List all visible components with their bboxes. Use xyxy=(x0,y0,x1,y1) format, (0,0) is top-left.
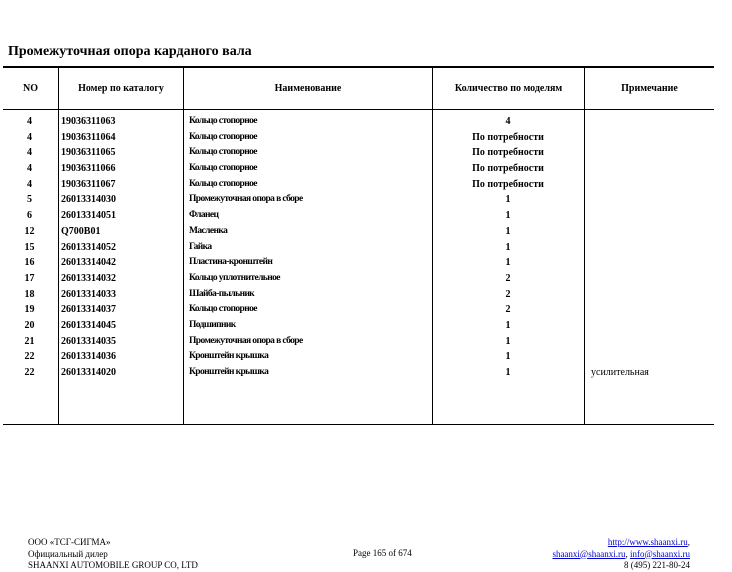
row-qty: 1 xyxy=(505,210,511,222)
header-divider xyxy=(3,109,714,110)
row-name: Кольцо стопорное xyxy=(189,116,257,126)
row-catalog: 26013314051 xyxy=(61,210,116,222)
row-catalog: 26013314032 xyxy=(61,272,116,284)
row-note: усилительная xyxy=(591,367,649,378)
row-no: 5 xyxy=(27,194,32,206)
row-name: Кронштейн крышка xyxy=(189,367,269,377)
row-qty: По потребности xyxy=(472,178,544,190)
row-catalog: 19036311063 xyxy=(61,116,116,127)
row-no: 4 xyxy=(27,178,32,190)
row-name: Шайба-пыльник xyxy=(189,288,255,299)
table-row xyxy=(3,114,714,130)
email-link[interactable]: shaanxi@shaanxi.ru xyxy=(552,548,626,559)
table-row xyxy=(3,302,714,318)
row-qty: 1 xyxy=(505,194,511,206)
email-link[interactable]: info@shaanxi.ru xyxy=(629,548,690,559)
row-qty: По потребности xyxy=(472,131,544,143)
row-catalog: 26013314020 xyxy=(61,367,116,378)
table-body xyxy=(3,114,714,381)
header-qty: Количество по моделям xyxy=(454,83,563,94)
row-qty: 2 xyxy=(505,288,511,300)
row-qty: 1 xyxy=(505,319,511,331)
row-qty: По потребности xyxy=(472,147,544,159)
row-no: 4 xyxy=(27,163,32,175)
row-catalog: 26013314036 xyxy=(61,351,116,363)
footer-dealer: Официальный дилер xyxy=(28,548,108,559)
site-link[interactable]: http://www.shaanxi.ru xyxy=(607,537,688,547)
row-catalog: 26013314035 xyxy=(61,335,116,347)
header-name: Наименование xyxy=(274,83,342,94)
row-qty: По потребности xyxy=(472,163,544,175)
row-name: Пластина-кронштейн xyxy=(189,257,273,268)
table-row xyxy=(3,145,714,161)
table-row xyxy=(3,192,714,208)
row-name: Кольцо стопорное xyxy=(189,304,257,315)
row-catalog: 19036311065 xyxy=(61,147,116,159)
table-row xyxy=(3,255,714,271)
table-row xyxy=(3,318,714,334)
row-name: Кольцо стопорное xyxy=(189,131,257,142)
row-qty: 2 xyxy=(505,304,511,316)
row-name: Фланец xyxy=(189,210,219,221)
parts-table xyxy=(3,66,714,425)
row-no: 22 xyxy=(24,351,35,363)
row-qty: 1 xyxy=(505,351,511,363)
row-no: 12 xyxy=(24,225,35,237)
row-catalog: Q700B01 xyxy=(61,225,101,237)
row-no: 15 xyxy=(24,241,35,253)
row-no: 22 xyxy=(24,367,35,378)
row-qty: 4 xyxy=(505,116,511,127)
row-catalog: 26013314042 xyxy=(61,257,116,269)
row-no: 4 xyxy=(27,147,32,159)
header-catalog: Номер по каталогу xyxy=(78,83,164,94)
table-row xyxy=(3,334,714,350)
row-qty: 1 xyxy=(505,225,511,237)
row-catalog: 26013314037 xyxy=(61,304,116,316)
table-row xyxy=(3,271,714,287)
row-name: Гайка xyxy=(189,241,212,252)
row-name: Промежуточная опора в сборе xyxy=(189,194,303,205)
header-no: NO xyxy=(23,83,38,94)
row-qty: 1 xyxy=(505,257,511,269)
table-row xyxy=(3,349,714,365)
row-qty: 1 xyxy=(505,367,511,378)
footer-company-info xyxy=(28,537,198,572)
row-no: 18 xyxy=(24,288,35,300)
table-row xyxy=(3,365,714,381)
row-no: 17 xyxy=(24,272,35,284)
row-name: Кольцо уплотнительное xyxy=(189,272,280,283)
table-row xyxy=(3,161,714,177)
footer-group: SHAANXI AUTOMOBILE GROUP CO, LTD xyxy=(28,560,198,571)
footer-company: ООО «ТСГ-СИГМА» xyxy=(28,537,111,547)
row-catalog: 26013314033 xyxy=(61,288,116,300)
header-note: Примечание xyxy=(621,83,678,94)
row-no: 20 xyxy=(24,319,35,331)
row-no: 16 xyxy=(24,257,35,269)
row-catalog: 19036311067 xyxy=(61,178,116,190)
row-no: 19 xyxy=(24,304,35,316)
table-row xyxy=(3,240,714,256)
row-name: Промежуточная опора в сборе xyxy=(189,335,303,346)
footer-contacts xyxy=(552,537,690,572)
row-name: Кронштейн крышка xyxy=(189,351,269,362)
row-no: 6 xyxy=(27,210,32,222)
row-qty: 1 xyxy=(505,241,511,253)
table-row xyxy=(3,287,714,303)
row-catalog: 26013314045 xyxy=(61,319,116,331)
footer-separator: , xyxy=(625,548,630,559)
page-title: Промежуточная опора карданого вала xyxy=(8,44,252,59)
row-name: Кольцо стопорное xyxy=(189,163,257,174)
row-catalog: 26013314030 xyxy=(61,194,116,206)
row-qty: 2 xyxy=(505,272,511,284)
page-number: Page 165 of 674 xyxy=(353,548,412,558)
row-no: 21 xyxy=(24,335,35,347)
footer-phone: 8 (495) 221-80-24 xyxy=(624,560,690,571)
row-no: 4 xyxy=(27,131,32,143)
row-name: Масленка xyxy=(189,225,228,236)
table-row xyxy=(3,130,714,146)
row-no: 4 xyxy=(27,116,32,127)
row-name: Кольцо стопорное xyxy=(189,178,257,189)
table-row xyxy=(3,224,714,240)
row-name: Кольцо стопорное xyxy=(189,147,257,158)
table-row xyxy=(3,177,714,193)
row-name: Подшипник xyxy=(189,319,236,330)
row-catalog: 19036311066 xyxy=(61,163,116,175)
row-catalog: 26013314052 xyxy=(61,241,116,253)
table-row xyxy=(3,208,714,224)
footer-separator: , xyxy=(687,537,690,547)
row-qty: 1 xyxy=(505,335,511,347)
row-catalog: 19036311064 xyxy=(61,131,116,143)
